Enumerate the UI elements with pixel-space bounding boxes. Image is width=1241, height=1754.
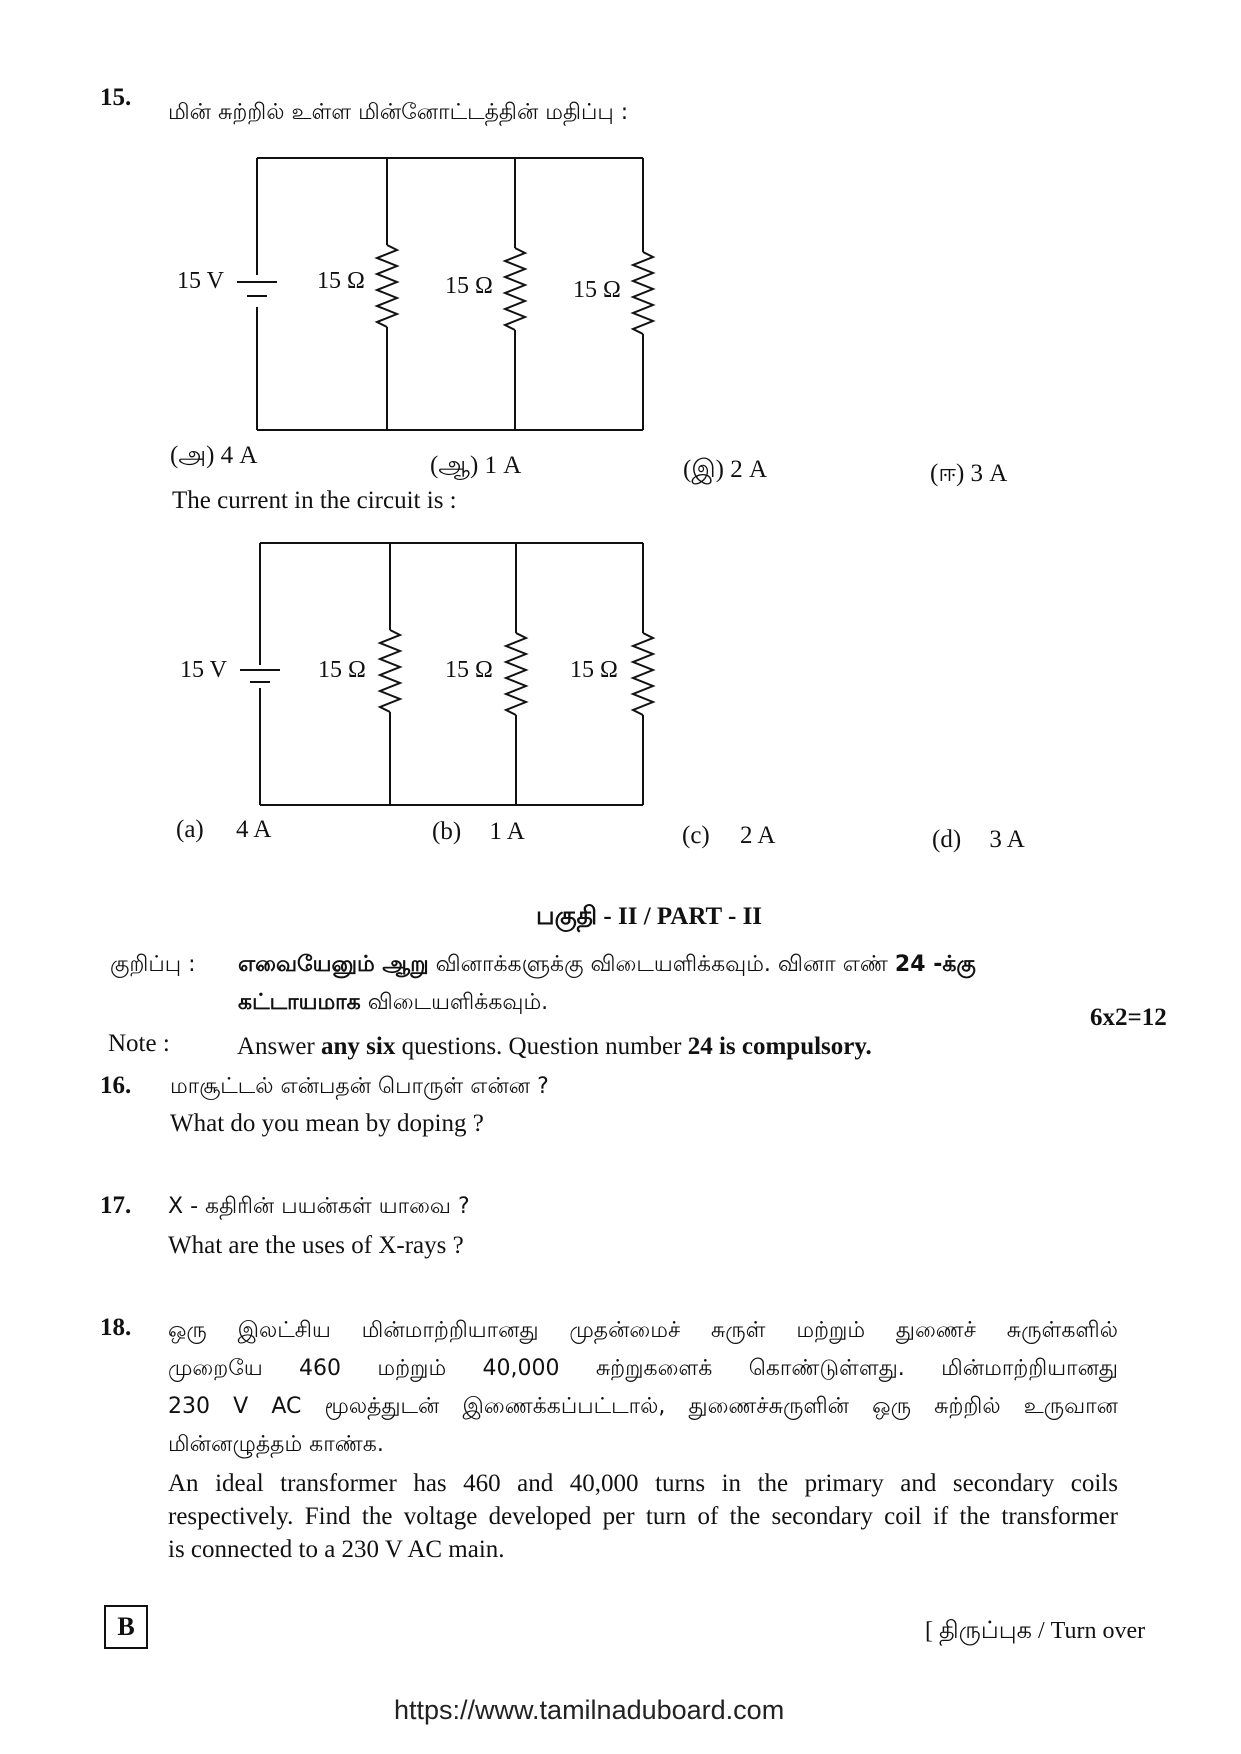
- tamil-note-line1: [238, 952, 976, 980]
- resistor-label-2: 15 Ω: [445, 273, 493, 299]
- q15-number: 15.: [100, 84, 132, 111]
- english-option-c: [682, 822, 775, 850]
- resistor-label-2: 15 Ω: [445, 657, 493, 683]
- note-text-d: 24 is compulsory.: [687, 1033, 872, 1060]
- resistor-label-1: 15 Ω: [317, 268, 365, 294]
- q16-english: What do you mean by doping ?: [170, 1110, 484, 1137]
- note-text-b: any six: [321, 1033, 396, 1060]
- resistor-label-1: 15 Ω: [318, 657, 366, 683]
- tamil-option-d: (ஈ) 3 A: [930, 460, 1008, 487]
- tamil-option-c: (இ) 2 A: [683, 456, 768, 483]
- english-option-a: [176, 816, 271, 844]
- q18-english-line2: respectively. Find the voltage developed per turn of the secondary coil if the transformer: [168, 1503, 1118, 1530]
- tamil-option-a: (அ) 4 A: [170, 442, 258, 469]
- english-note-label: Note :: [108, 1030, 170, 1057]
- tamil-note-line2: [238, 990, 548, 1018]
- english-option-b: [432, 818, 525, 846]
- tamil-option-b: (ஆ) 1 A: [430, 452, 522, 479]
- circuit-diagram-english: [163, 525, 683, 830]
- q18-tamil-line1: ஒரு இலட்சிய மின்மாற்றியானது முதன்மைச் சுருள் மற்றும் துணைச் சுருள்களில்: [168, 1318, 1118, 1343]
- q15-english-question: The current in the circuit is :: [172, 487, 457, 514]
- booklet-type-box: B: [104, 1605, 148, 1649]
- note-text-c: questions. Question number: [395, 1033, 688, 1060]
- tamil-note-text2: விடையளிக்கவும்.: [360, 990, 549, 1015]
- q18-tamil-line4: மின்னழுத்தம் காண்க.: [168, 1432, 384, 1457]
- resistor-label-3: 15 Ω: [573, 277, 621, 303]
- q16-number: 16.: [100, 1072, 132, 1099]
- voltage-label: 15 V: [177, 268, 224, 294]
- tamil-note-suffix: -க்கு: [925, 952, 976, 977]
- part2-heading: பகுதி - II / PART - II: [536, 903, 763, 930]
- footer-url[interactable]: https://www.tamilnaduboard.com: [394, 1695, 785, 1725]
- tamil-note-qnum: 24: [894, 952, 926, 977]
- english-note-text: [237, 1033, 872, 1061]
- q18-english-line3: is connected to a 230 V AC main.: [168, 1536, 505, 1563]
- option-value: 4 A: [236, 816, 272, 843]
- q17-number: 17.: [100, 1192, 132, 1219]
- tamil-note-label: குறிப்பு :: [110, 952, 196, 977]
- option-key: (b): [432, 818, 462, 845]
- option-key: (a): [176, 816, 204, 843]
- q18-tamil-line3: 230 V AC மூலத்துடன் இணைக்கப்பட்டால், துணைச்சுருளின் ஒரு சுற்றில் உருவான: [168, 1394, 1118, 1419]
- option-value: 3 A: [989, 826, 1025, 853]
- resistor-label-3: 15 Ω: [570, 657, 618, 683]
- q17-english: What are the uses of X-rays ?: [168, 1232, 464, 1259]
- option-key: (d): [932, 826, 962, 853]
- turn-over-label: [ திருப்புக / Turn over: [925, 1618, 1146, 1644]
- circuit-diagram-tamil: [160, 140, 680, 445]
- option-value: 2 A: [740, 822, 776, 849]
- option-value: 1 A: [489, 818, 525, 845]
- note-text-a: Answer: [237, 1033, 322, 1060]
- option-key: (c): [682, 822, 710, 849]
- tamil-note-text: வினாக்களுக்கு விடையளிக்கவும். வினா எண்: [428, 952, 895, 977]
- tamil-note-compulsory: கட்டாயமாக: [238, 990, 361, 1015]
- voltage-label: 15 V: [180, 657, 227, 683]
- tamil-note-emphasis: எவையேனும் ஆறு: [238, 952, 429, 977]
- q16-tamil: மாசூட்டல் என்பதன் பொருள் என்ன ?: [170, 1074, 549, 1099]
- q18-english-line1: An ideal transformer has 460 and 40,000 turns in the primary and secondary coils: [168, 1470, 1118, 1497]
- q15-tamil-question: மின் சுற்றில் உள்ள மின்னோட்டத்தின் மதிப்பு :: [168, 100, 629, 125]
- marks-label: 6x2=12: [1090, 1004, 1167, 1031]
- q17-tamil: X - கதிரின் பயன்கள் யாவை ?: [168, 1194, 470, 1219]
- english-option-d: [932, 826, 1025, 854]
- q18-tamil-line2: முறையே 460 மற்றும் 40,000 சுற்றுகளைக் கொண்டுள்ளது. மின்மாற்றியானது: [168, 1356, 1118, 1381]
- q18-number: 18.: [100, 1314, 132, 1341]
